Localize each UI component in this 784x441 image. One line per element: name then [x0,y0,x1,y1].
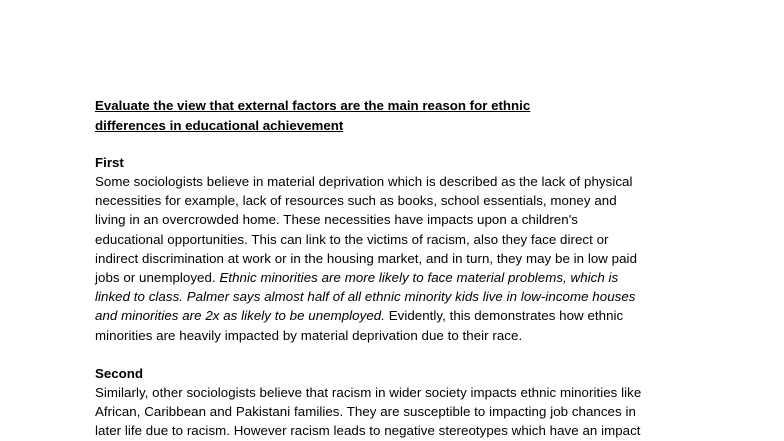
section-paragraph [95,383,695,441]
paragraph-line: linked to class. Palmer says almost half of all ethnic minority kids live in low-income houses [95,289,636,305]
section-paragraph [95,172,695,345]
document-content [95,96,695,440]
essay-title-line-1: Evaluate the view that external factors are the main reason for ethnic [95,98,531,113]
paragraph-line: indirect discrimination at work or in the housing market, and in turn, they may be in low paid [95,250,638,266]
essay-title-line-2: differences in educational achievement [95,118,344,133]
section-heading: First [95,155,124,170]
paragraph-line: jobs or unemployed. Ethnic minorities are more likely to face material problems, which is [95,270,619,286]
paragraph-line: necessities for example, lack of resources such as books, school essentials, money and [95,193,617,209]
section-first [95,153,695,345]
section-second [95,364,695,441]
paragraph-line: minorities are heavily impacted by material deprivation due to their race. [95,327,523,343]
essay-title [95,96,695,136]
paragraph-line: educational opportunities. This can link to the victims of racism, also they face direct or [95,231,609,247]
section-heading: Second [95,365,144,381]
paragraph-line: later life due to racism. However racism leads to negative stereotypes which have an impact [95,423,641,439]
paragraph-line: African, Caribbean and Pakistani families. They are susceptible to impacting job chances in [95,404,636,420]
paragraph-line: living in an overcrowded home. These necessities have impacts upon a children's [95,212,578,228]
paragraph-line: and minorities are 2x as likely to be unemployed. Evidently, this demonstrates how ethnic [95,308,624,324]
paragraph-line: Similarly, other sociologists believe that racism in wider society impacts ethnic minorities like [95,384,642,400]
paragraph-line: Some sociologists believe in material deprivation which is described as the lack of physical [95,174,633,189]
